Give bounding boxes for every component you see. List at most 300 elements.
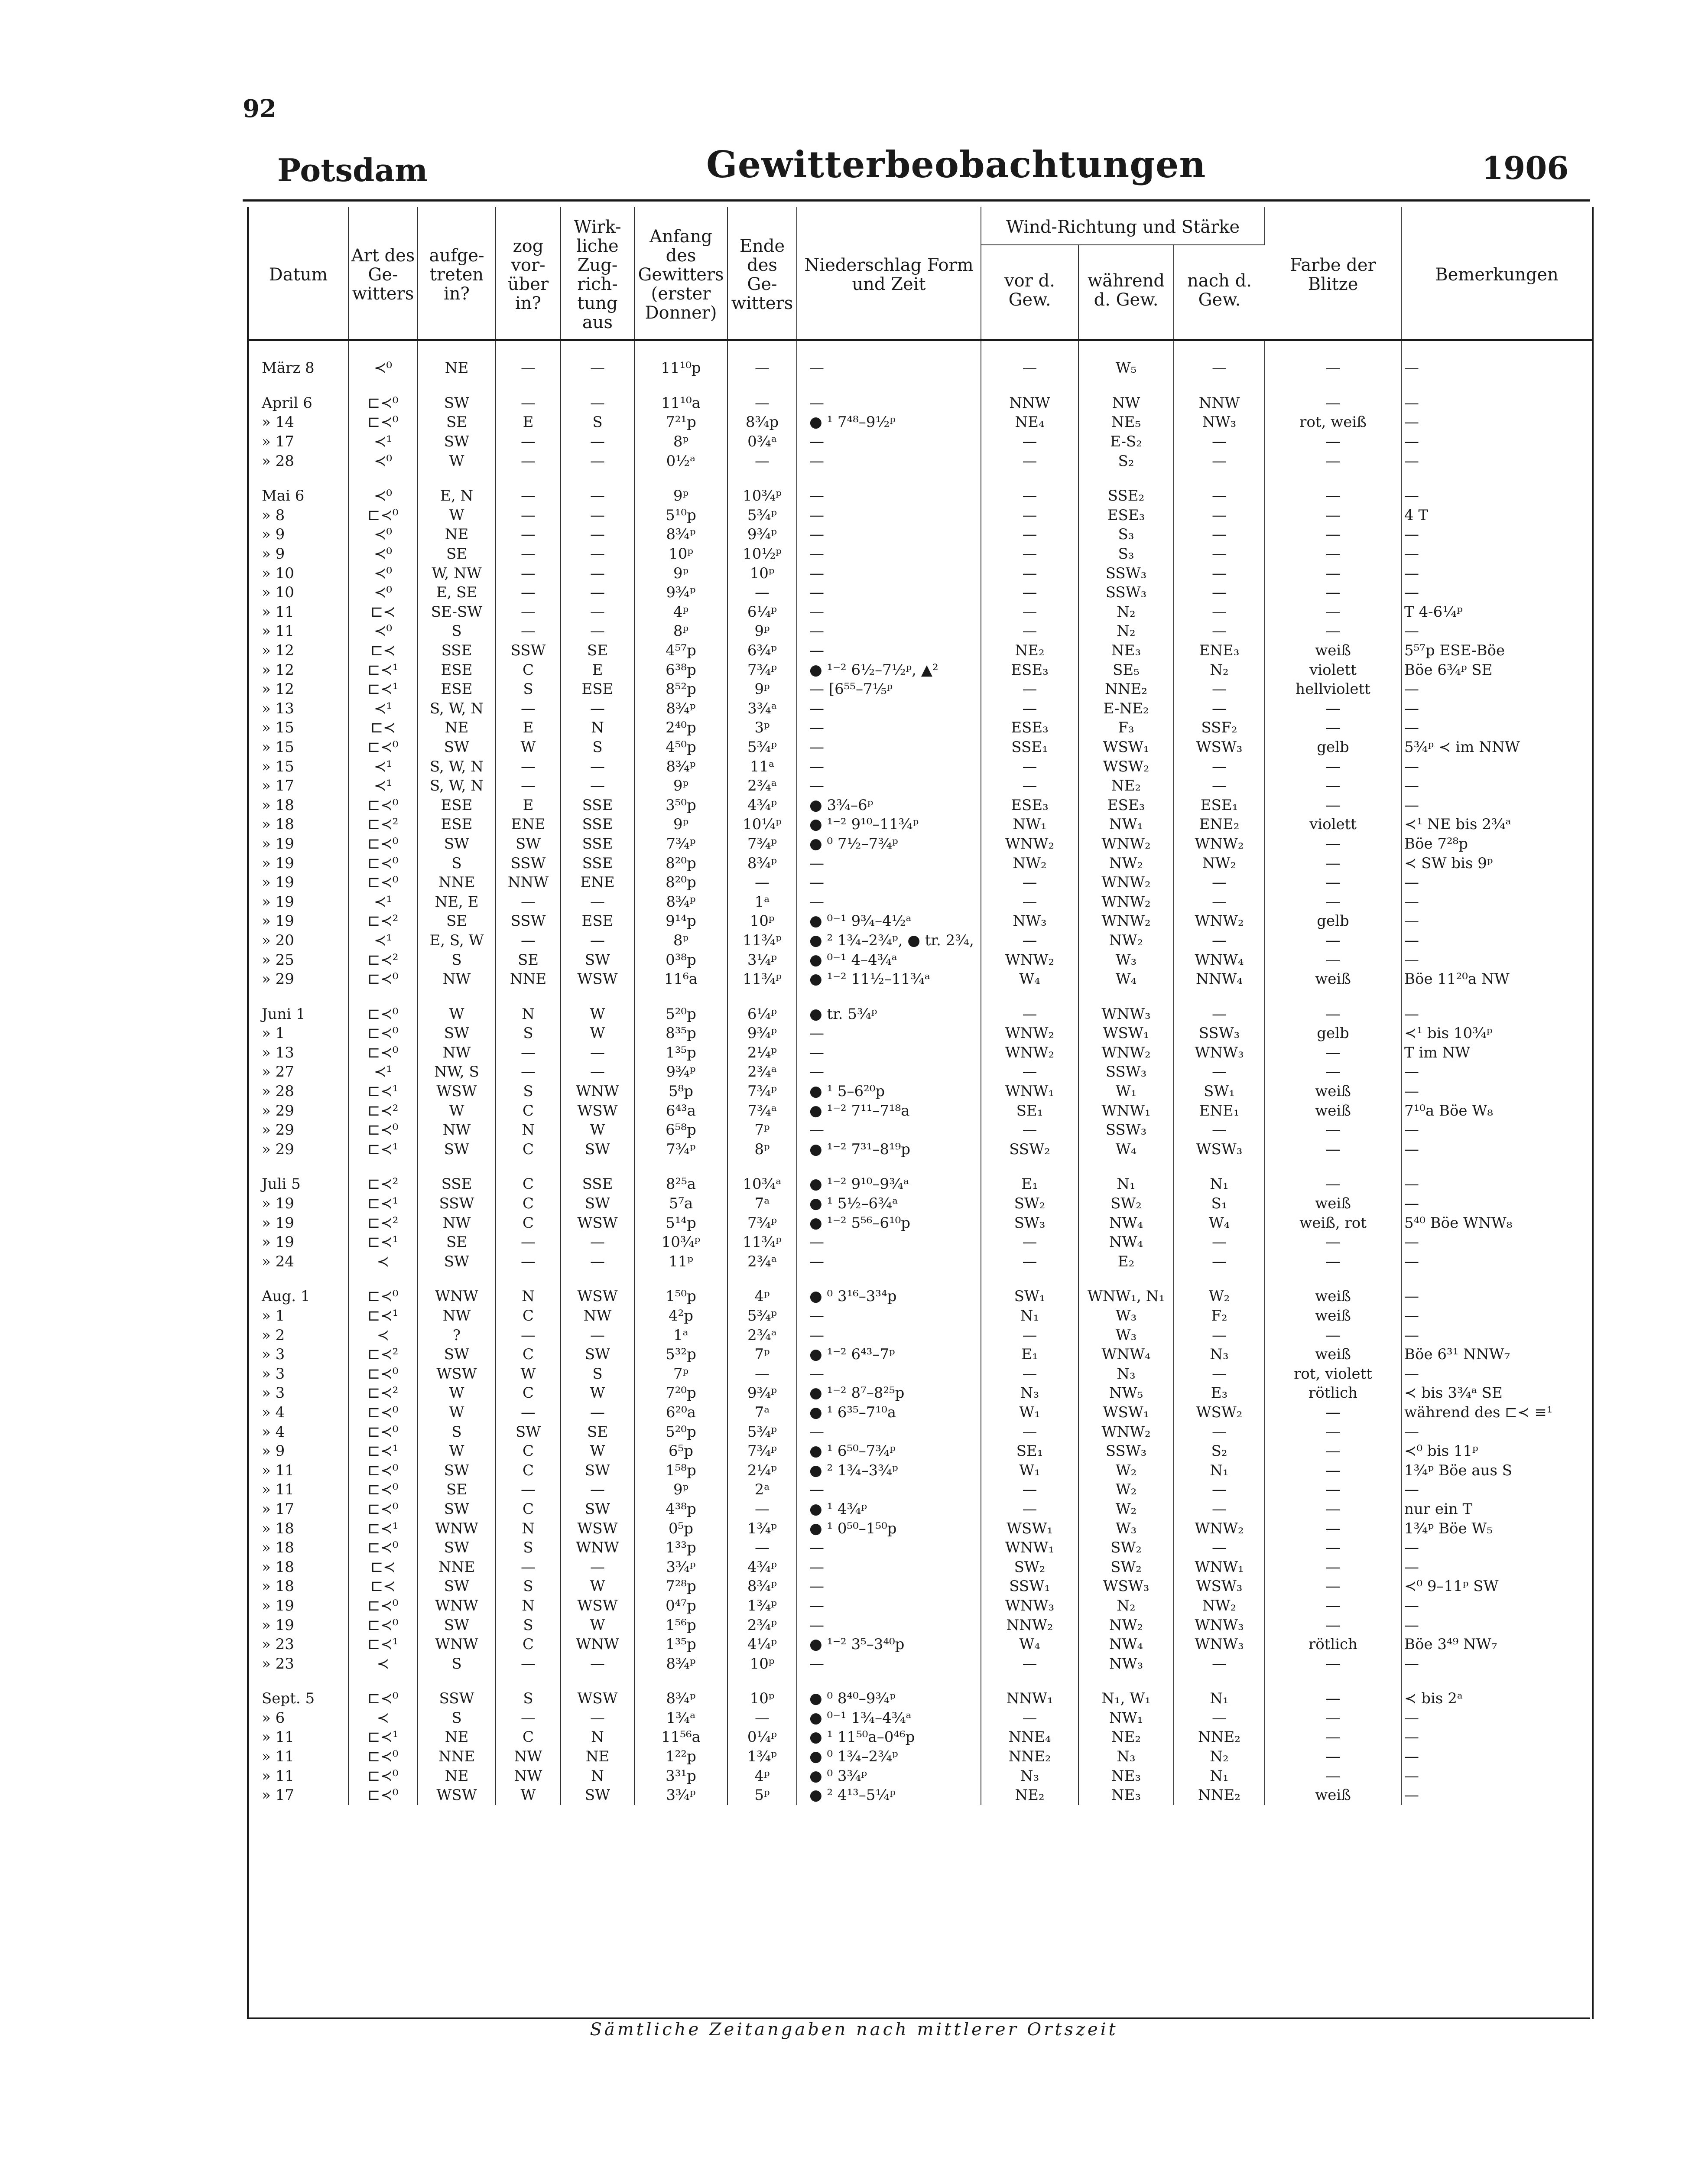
cell-wind-waehrend: NNE₂ [1078, 680, 1174, 699]
cell-wind-vor: E₁ [981, 1345, 1078, 1364]
cell-wind-nach: NW₃ [1174, 413, 1265, 432]
cell-ende: 2¾ᵖ [727, 1615, 797, 1635]
cell-ende: 6¾ᵖ [727, 641, 797, 661]
cell-wind-vor: NE₂ [981, 641, 1078, 661]
cell-ende: 8¾ᵖ [727, 1577, 797, 1596]
cell-farbe: — [1265, 834, 1401, 854]
cell-farbe: — [1265, 1538, 1401, 1558]
cell-niederschlag: ● ² 1¾–3¾ᵖ [797, 1461, 981, 1480]
cell-wind-nach: — [1174, 1422, 1265, 1441]
cell-wind-nach: ESE₁ [1174, 795, 1265, 815]
cell-datum: » 11 [249, 1766, 348, 1786]
cell-anfang: 8ᵖ [634, 621, 727, 641]
cell-niederschlag: — [797, 1654, 981, 1673]
col-ende: Ende des Ge- witters [727, 207, 797, 340]
table-row [249, 1747, 1592, 1767]
cell-niederschlag: ● ¹⁻² 7¹¹–7¹⁸a [797, 1101, 981, 1120]
cell-zugrichtung: S [561, 1364, 634, 1384]
spacer-cell [727, 1673, 797, 1689]
cell-wind-vor: — [981, 1252, 1078, 1272]
cell-farbe: — [1265, 506, 1401, 525]
cell-bemerkungen: — [1404, 1288, 1419, 1305]
cell-art: ≺⁰ [348, 583, 418, 602]
cell-art: ⊏≺⁰ [348, 1538, 418, 1558]
cell-anfang: 6⁵⁸p [634, 1120, 727, 1140]
cell-niederschlag: — [797, 486, 981, 506]
cell-wind-vor: — [981, 757, 1078, 776]
spacer-cell [496, 1271, 561, 1287]
cell-ende: 10¾ᵖ [727, 486, 797, 506]
cell-wind-waehrend: E₂ [1078, 1252, 1174, 1272]
cell-bemerkungen: — [1404, 700, 1419, 717]
cell-wind-vor: — [981, 1364, 1078, 1384]
cell-datum: » 11 [249, 1480, 348, 1500]
cell-anfang: 4³⁸p [634, 1500, 727, 1519]
cell-ende: 8ᵖ [727, 1140, 797, 1159]
cell-art: ⊏≺⁰ [348, 1024, 418, 1043]
cell-art: ≺ [348, 1325, 418, 1345]
cell-wind-waehrend: SSW₃ [1078, 563, 1174, 583]
cell-farbe: — [1265, 1596, 1401, 1616]
spacer-cell [249, 1159, 348, 1175]
cell-wind-vor: — [981, 1708, 1078, 1728]
cell-farbe: — [1265, 1615, 1401, 1635]
cell-ende: 9¾ᵖ [727, 525, 797, 544]
cell-bemerkungen: — [1404, 912, 1419, 930]
cell-anfang: 8ᵖ [634, 931, 727, 950]
cell-zugrichtung: W [561, 1004, 634, 1024]
cell-zugrichtung: — [561, 1654, 634, 1673]
cell-wind-waehrend: WNW₂ [1078, 873, 1174, 892]
cell-zugrichtung: WSW [561, 1596, 634, 1616]
spacer-cell [727, 989, 797, 1004]
cell-wind-nach: — [1174, 757, 1265, 776]
spacer-cell [348, 989, 418, 1004]
cell-zugrichtung: W [561, 1120, 634, 1140]
cell-farbe: — [1265, 544, 1401, 564]
cell-wind-waehrend: W₂ [1078, 1480, 1174, 1500]
cell-niederschlag: — [797, 641, 981, 661]
cell-niederschlag: ● ¹ 6⁵⁰–7¾ᵖ [797, 1441, 981, 1461]
cell-datum: » 19 [249, 834, 348, 854]
cell-art: ≺⁰ [348, 544, 418, 564]
spacer-cell [561, 1673, 634, 1689]
cell-aufgetreten: W [418, 1004, 496, 1024]
cell-bemerkungen: Böe 3⁴⁹ NW₇ [1404, 1636, 1497, 1653]
spacer-cell [348, 471, 418, 486]
cell-zugrichtung: WSW [561, 1213, 634, 1233]
cell-datum: » 24 [249, 1252, 348, 1272]
cell-zugrichtung: SSE [561, 815, 634, 834]
cell-wind-nach: — [1174, 1325, 1265, 1345]
cell-zog-vorueber: — [496, 931, 561, 950]
table-row [249, 950, 1592, 970]
cell-wind-waehrend: W₂ [1078, 1500, 1174, 1519]
cell-farbe: — [1265, 931, 1401, 950]
cell-art: ⊏≺¹ [348, 660, 418, 680]
cell-wind-nach: — [1174, 1708, 1265, 1728]
cell-art: ⊏≺⁰ [348, 853, 418, 873]
cell-ende: — [727, 583, 797, 602]
cell-wind-nach: NNW₄ [1174, 970, 1265, 989]
col-zugrichtung: Wirk- liche Zug- rich- tung aus [561, 207, 634, 340]
cell-wind-waehrend: WSW₂ [1078, 757, 1174, 776]
top-rule [243, 199, 1590, 202]
cell-zog-vorueber: — [496, 432, 561, 452]
cell-wind-vor: W₁ [981, 1403, 1078, 1422]
cell-niederschlag: ● ¹ 0⁵⁰–1⁵⁰p [797, 1519, 981, 1538]
cell-datum: » 11 [249, 1461, 348, 1480]
cell-ende: 6¼ᵖ [727, 602, 797, 622]
cell-art: ≺ [348, 1708, 418, 1728]
cell-farbe: — [1265, 394, 1401, 413]
cell-aufgetreten: S [418, 1708, 496, 1728]
cell-aufgetreten: ESE [418, 815, 496, 834]
cell-bemerkungen: — [1404, 1539, 1419, 1557]
cell-bemerkungen: Böe 6¾ᵖ SE [1404, 661, 1493, 679]
cell-wind-vor: — [981, 525, 1078, 544]
cell-bemerkungen: ≺ bis 2ᵃ [1404, 1690, 1463, 1708]
cell-bemerkungen: 4 T [1404, 506, 1429, 524]
cell-art: ⊏≺² [348, 1101, 418, 1120]
cell-niederschlag: ● ¹⁻² 7³¹–8¹⁹p [797, 1140, 981, 1159]
cell-ende: 7ᵖ [727, 1120, 797, 1140]
cell-anfang: 8³⁵p [634, 1024, 727, 1043]
table-row [249, 583, 1592, 602]
cell-datum: » 15 [249, 757, 348, 776]
cell-datum: » 17 [249, 1500, 348, 1519]
cell-art: ⊏≺⁰ [348, 1480, 418, 1500]
cell-zog-vorueber: — [496, 699, 561, 719]
cell-wind-nach: — [1174, 680, 1265, 699]
cell-zog-vorueber: C [496, 1306, 561, 1326]
cell-zugrichtung: SSE [561, 795, 634, 815]
table-row [249, 1728, 1592, 1747]
table-row [249, 1708, 1592, 1728]
cell-niederschlag: — [797, 525, 981, 544]
cell-wind-waehrend: SSW₃ [1078, 1120, 1174, 1140]
cell-zog-vorueber: S [496, 1577, 561, 1596]
cell-zog-vorueber: C [496, 1101, 561, 1120]
cell-bemerkungen: ≺⁰ bis 11ᵖ [1404, 1442, 1478, 1460]
cell-art: ⊏≺ [348, 641, 418, 661]
cell-anfang: 8¾ᵖ [634, 1689, 727, 1708]
cell-anfang: 1²²p [634, 1747, 727, 1767]
cell-wind-nach: — [1174, 525, 1265, 544]
cell-zog-vorueber: — [496, 1252, 561, 1272]
cell-bemerkungen: Böe 11²⁰a NW [1404, 970, 1510, 988]
cell-bemerkungen: — [1404, 1063, 1419, 1081]
cell-wind-nach: — [1174, 544, 1265, 564]
cell-datum: » 18 [249, 1538, 348, 1558]
col-niederschlag: Niederschlag Form und Zeit [797, 207, 981, 340]
cell-zog-vorueber: — [496, 776, 561, 796]
cell-farbe: — [1265, 1403, 1401, 1422]
cell-wind-waehrend: WNW₃ [1078, 1004, 1174, 1024]
table-row [249, 1306, 1592, 1326]
col-bemerkungen: Bemerkungen [1401, 207, 1592, 340]
col-wind-vor: vor d. Gew. [981, 245, 1078, 340]
cell-farbe: — [1265, 853, 1401, 873]
spacer-cell [981, 471, 1078, 486]
spacer-cell [418, 471, 496, 486]
cell-anfang: 9ᵖ [634, 486, 727, 506]
cell-ende: 7¾ᵖ [727, 1213, 797, 1233]
spacer-cell [1401, 471, 1592, 486]
spacer-cell [348, 1159, 418, 1175]
cell-art: ⊏≺² [348, 1175, 418, 1194]
cell-ende: 3¼ᵖ [727, 950, 797, 970]
cell-bemerkungen: — [1404, 951, 1419, 969]
table-row [249, 413, 1592, 432]
cell-ende: 5ᵖ [727, 1786, 797, 1805]
cell-bemerkungen: 1¾ᵖ Böe aus S [1404, 1461, 1513, 1479]
cell-art: ⊏≺² [348, 815, 418, 834]
cell-datum: » 23 [249, 1654, 348, 1673]
cell-ende: — [727, 1708, 797, 1728]
cell-farbe: — [1265, 432, 1401, 452]
table-row [249, 1689, 1592, 1708]
table-row [249, 1101, 1592, 1120]
cell-datum: » 6 [249, 1708, 348, 1728]
cell-farbe: — [1265, 1175, 1401, 1194]
table-row [249, 486, 1592, 506]
cell-ende: — [727, 340, 797, 378]
cell-ende: 4¾ᵖ [727, 1557, 797, 1577]
cell-datum: » 10 [249, 583, 348, 602]
cell-zog-vorueber: — [496, 525, 561, 544]
cell-anfang: 11⁵⁶a [634, 1728, 727, 1747]
cell-niederschlag: ● ¹⁻² 11½–11¾ᵃ [797, 970, 981, 989]
cell-bemerkungen: ≺ SW bis 9ᵖ [1404, 854, 1493, 872]
cell-wind-vor: SW₂ [981, 1557, 1078, 1577]
cell-zog-vorueber: NW [496, 1747, 561, 1767]
cell-wind-vor: SW₂ [981, 1194, 1078, 1214]
spacer-cell [797, 1159, 981, 1175]
cell-wind-vor: N₁ [981, 1306, 1078, 1326]
cell-niederschlag: — [797, 873, 981, 892]
cell-wind-nach: — [1174, 931, 1265, 950]
cell-zog-vorueber: S [496, 1024, 561, 1043]
cell-aufgetreten: W [418, 506, 496, 525]
cell-anfang: 1⁵⁰p [634, 1287, 727, 1306]
cell-datum: » 20 [249, 931, 348, 950]
cell-wind-nach: N₂ [1174, 1747, 1265, 1767]
cell-wind-nach: N₁ [1174, 1175, 1265, 1194]
table-row [249, 1766, 1592, 1786]
cell-zugrichtung: — [561, 544, 634, 564]
cell-wind-vor: — [981, 1500, 1078, 1519]
cell-bemerkungen: ≺¹ NE bis 2¾ᵃ [1404, 816, 1511, 833]
cell-bemerkungen: — [1404, 1558, 1419, 1576]
cell-bemerkungen: — [1404, 796, 1419, 814]
cell-datum: » 18 [249, 1557, 348, 1577]
cell-aufgetreten: SE [418, 1480, 496, 1500]
cell-datum: » 3 [249, 1345, 348, 1364]
cell-ende: 0¾ᵃ [727, 432, 797, 452]
cell-ende: 5¾ᵖ [727, 1306, 797, 1326]
table-row [249, 1519, 1592, 1538]
cell-art: ≺ [348, 1252, 418, 1272]
cell-wind-vor: — [981, 1062, 1078, 1082]
table-row [249, 1140, 1592, 1159]
cell-farbe: — [1265, 1766, 1401, 1786]
cell-zugrichtung: — [561, 1252, 634, 1272]
cell-farbe: weiß [1265, 1101, 1401, 1120]
cell-wind-nach: WNW₂ [1174, 911, 1265, 931]
cell-zog-vorueber: ENE [496, 815, 561, 834]
table-row [249, 563, 1592, 583]
cell-zugrichtung: — [561, 1043, 634, 1063]
cell-art: ⊏≺⁰ [348, 1043, 418, 1063]
table-row [249, 1786, 1592, 1805]
cell-aufgetreten: E, S, W [418, 931, 496, 950]
cell-aufgetreten: SW [418, 432, 496, 452]
spacer-cell [496, 989, 561, 1004]
table-row [249, 1480, 1592, 1500]
cell-datum: » 18 [249, 1519, 348, 1538]
cell-wind-waehrend: W₁ [1078, 1082, 1174, 1101]
cell-farbe: — [1265, 1728, 1401, 1747]
cell-aufgetreten: WSW [418, 1364, 496, 1384]
cell-ende: 11¾ᵖ [727, 931, 797, 950]
cell-wind-nach: — [1174, 1500, 1265, 1519]
cell-anfang: 8²⁰p [634, 873, 727, 892]
cell-datum: » 3 [249, 1383, 348, 1403]
cell-wind-nach: F₂ [1174, 1306, 1265, 1326]
month-spacer [249, 471, 1592, 486]
cell-art: ⊏≺⁰ [348, 1120, 418, 1140]
table-row [249, 641, 1592, 661]
cell-aufgetreten: S [418, 950, 496, 970]
cell-anfang: 1ᵃ [634, 1325, 727, 1345]
cell-farbe: — [1265, 1325, 1401, 1345]
spacer-cell [418, 378, 496, 394]
cell-datum: Juli 5 [249, 1175, 348, 1194]
cell-aufgetreten: ESE [418, 660, 496, 680]
cell-zog-vorueber: S [496, 1689, 561, 1708]
cell-zugrichtung: ENE [561, 873, 634, 892]
cell-aufgetreten: S, W, N [418, 699, 496, 719]
cell-zog-vorueber: NW [496, 1766, 561, 1786]
cell-niederschlag: ● ¹⁻² 6⁴³–7ᵖ [797, 1345, 981, 1364]
table-row [249, 1082, 1592, 1101]
cell-zugrichtung: — [561, 931, 634, 950]
cell-anfang: 8⁵²p [634, 680, 727, 699]
cell-wind-nach: — [1174, 873, 1265, 892]
spacer-cell [981, 1673, 1078, 1689]
cell-farbe: rot, weiß [1265, 413, 1401, 432]
cell-datum: » 9 [249, 525, 348, 544]
cell-niederschlag: ● ¹ 4¾ᵖ [797, 1500, 981, 1519]
table-row [249, 1213, 1592, 1233]
cell-wind-vor: ESE₃ [981, 718, 1078, 738]
spacer-cell [348, 1673, 418, 1689]
cell-zog-vorueber: — [496, 1480, 561, 1500]
cell-niederschlag: — [797, 1252, 981, 1272]
cell-zugrichtung: W [561, 1383, 634, 1403]
cell-niederschlag: — [797, 1043, 981, 1063]
cell-aufgetreten: NW [418, 1043, 496, 1063]
cell-niederschlag: ● ² 4¹³–5¼ᵖ [797, 1786, 981, 1805]
spacer-cell [249, 1271, 348, 1287]
cell-zugrichtung: WSW [561, 1689, 634, 1708]
cell-aufgetreten: E, N [418, 486, 496, 506]
cell-datum: Sept. 5 [249, 1689, 348, 1708]
spacer-cell [1078, 378, 1174, 394]
table-row [249, 1635, 1592, 1654]
cell-aufgetreten: WNW [418, 1635, 496, 1654]
cell-anfang: 3³¹p [634, 1766, 727, 1786]
cell-anfang: 9ᵖ [634, 815, 727, 834]
cell-farbe: weiß, rot [1265, 1213, 1401, 1233]
cell-farbe: — [1265, 563, 1401, 583]
cell-zugrichtung: ESE [561, 680, 634, 699]
cell-farbe: — [1265, 795, 1401, 815]
table-row [249, 1654, 1592, 1673]
cell-zugrichtung: — [561, 432, 634, 452]
cell-datum: » 13 [249, 699, 348, 719]
spacer-cell [1174, 989, 1265, 1004]
cell-zugrichtung: W [561, 1615, 634, 1635]
year: 1906 [1482, 150, 1569, 186]
cell-datum: » 19 [249, 892, 348, 911]
cell-niederschlag: — [797, 757, 981, 776]
cell-ende: 7¾ᵖ [727, 1441, 797, 1461]
cell-niederschlag: — [797, 602, 981, 622]
cell-anfang: 5²⁰p [634, 1422, 727, 1441]
cell-aufgetreten: WNW [418, 1287, 496, 1306]
cell-art: ⊏≺⁰ [348, 1403, 418, 1422]
cell-zog-vorueber: — [496, 757, 561, 776]
cell-wind-vor: NW₂ [981, 853, 1078, 873]
cell-niederschlag: — [797, 892, 981, 911]
cell-wind-waehrend: WSW₁ [1078, 1403, 1174, 1422]
cell-art: ⊏≺ [348, 602, 418, 622]
cell-art: ≺ [348, 1654, 418, 1673]
cell-wind-waehrend: SW₂ [1078, 1557, 1174, 1577]
cell-ende: 6¼ᵖ [727, 1004, 797, 1024]
cell-wind-nach: WSW₂ [1174, 1403, 1265, 1422]
cell-wind-nach: ENE₃ [1174, 641, 1265, 661]
cell-wind-vor: ESE₃ [981, 660, 1078, 680]
cell-ende: 9ᵖ [727, 680, 797, 699]
cell-wind-nach: NNE₂ [1174, 1786, 1265, 1805]
cell-wind-nach: WNW₂ [1174, 834, 1265, 854]
table-row [249, 834, 1592, 854]
cell-wind-nach: — [1174, 1538, 1265, 1558]
cell-niederschlag: ● ¹ 5½–6¾ᵃ [797, 1194, 981, 1214]
cell-bemerkungen: — [1404, 1655, 1419, 1672]
cell-datum: » 23 [249, 1635, 348, 1654]
cell-art: ≺¹ [348, 776, 418, 796]
cell-art: ≺⁰ [348, 621, 418, 641]
cell-zog-vorueber: C [496, 1441, 561, 1461]
cell-datum: » 19 [249, 1233, 348, 1252]
cell-bemerkungen: — [1404, 1423, 1419, 1441]
cell-niederschlag: — [797, 451, 981, 471]
cell-farbe: — [1265, 1689, 1401, 1708]
cell-art: ≺¹ [348, 699, 418, 719]
cell-wind-waehrend: N₁, W₁ [1078, 1689, 1174, 1708]
cell-zog-vorueber: — [496, 892, 561, 911]
cell-zog-vorueber: C [496, 1175, 561, 1194]
cell-anfang: 6³⁸p [634, 660, 727, 680]
cell-niederschlag: — [797, 1062, 981, 1082]
cell-wind-nach: NNW [1174, 394, 1265, 413]
cell-wind-nach: ENE₂ [1174, 815, 1265, 834]
cell-farbe: — [1265, 451, 1401, 471]
